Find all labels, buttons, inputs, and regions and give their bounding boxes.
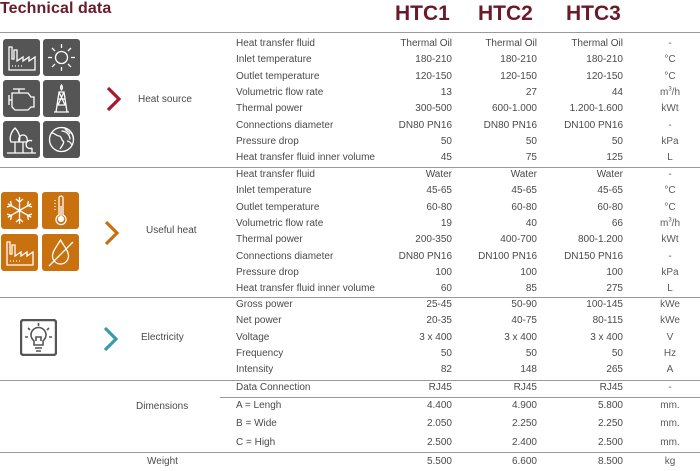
value-htc1: 300-500 xyxy=(415,103,452,115)
page-title: Technical data xyxy=(0,0,112,17)
value-htc3: 2.500 xyxy=(597,436,623,448)
unit: °C xyxy=(664,185,676,197)
unit: mm. xyxy=(660,418,680,430)
light-bulb-icon xyxy=(20,319,57,356)
thermometer-icon xyxy=(42,192,79,229)
value-htc3: 125 xyxy=(606,152,623,164)
unit: - xyxy=(668,169,672,180)
unit: A xyxy=(666,364,674,376)
value-htc3: 50 xyxy=(611,347,623,359)
chevron-right-icon xyxy=(100,325,122,353)
table-row xyxy=(236,133,700,151)
table-row xyxy=(236,312,700,330)
value-htc3: 100-145 xyxy=(586,299,623,310)
table-row xyxy=(236,248,700,266)
factory-icon xyxy=(1,234,38,271)
globe-icon xyxy=(43,121,80,158)
unit: $m^3/h$ xyxy=(659,217,681,229)
row-label: Inlet temperature xyxy=(236,185,312,197)
value-htc2: DN100 PN16 xyxy=(478,250,537,262)
table-row xyxy=(236,264,700,282)
value-htc2: 50 xyxy=(525,347,537,359)
unit: mm. xyxy=(660,436,680,448)
table-row xyxy=(236,68,700,86)
row-label: Net power xyxy=(236,315,282,327)
value-htc1: 2.500 xyxy=(426,436,452,448)
value-htc2: Thermal Oil xyxy=(485,38,537,49)
value-htc1: RJ45 xyxy=(428,382,452,393)
value-htc2: 60-80 xyxy=(511,201,537,213)
row-label: Thermal power xyxy=(236,103,303,115)
row-label: Heat transfer fluid inner volume xyxy=(236,152,375,164)
value-htc3: 44 xyxy=(611,86,623,98)
value-htc1: 13 xyxy=(440,86,452,98)
value-htc1: 2.050 xyxy=(426,418,452,430)
value-htc2: 85 xyxy=(525,283,537,295)
value-htc1: 120-150 xyxy=(415,70,452,82)
divider xyxy=(0,32,700,33)
value-htc3: Thermal Oil xyxy=(571,38,623,49)
model-header-htc3: HTC3 xyxy=(566,2,621,25)
row-label: Volumetric flow rate xyxy=(236,217,324,229)
value-htc3: 3 x 400 xyxy=(590,331,623,343)
row-label: C = High xyxy=(236,436,276,448)
value-htc2: 75 xyxy=(525,152,537,164)
value-htc3: 45-65 xyxy=(597,185,623,197)
unit: Hz xyxy=(663,347,677,359)
unit: kPa xyxy=(661,266,679,278)
value-htc3: DN150 PN16 xyxy=(564,250,623,262)
value-htc3: 66 xyxy=(611,217,623,229)
value-htc3: 120-150 xyxy=(586,70,623,82)
sun-icon xyxy=(43,39,80,76)
table-row xyxy=(236,166,700,184)
value-htc3: RJ45 xyxy=(599,382,623,393)
value-htc2: 50 xyxy=(525,135,537,147)
unit: kPa xyxy=(661,135,679,147)
value-htc1: DN80 PN16 xyxy=(398,119,452,131)
value-htc2: RJ45 xyxy=(513,382,537,393)
unit: L xyxy=(667,283,673,295)
value-htc2: 100 xyxy=(520,266,537,278)
value-htc1: 25-45 xyxy=(426,299,452,310)
value-htc1: DN80 PN16 xyxy=(398,250,452,262)
value-htc2: 2.400 xyxy=(511,436,537,448)
unit: °C xyxy=(664,54,676,66)
value-htc2: 45-65 xyxy=(511,185,537,197)
value-htc3: 60-80 xyxy=(597,201,623,213)
value-htc1: Thermal Oil xyxy=(400,38,452,49)
table-row xyxy=(236,199,700,217)
table-row xyxy=(236,182,700,200)
unit: - xyxy=(668,382,672,393)
value-htc3: Water xyxy=(596,169,623,180)
value-htc2: Water xyxy=(510,169,537,180)
table-row xyxy=(236,345,700,363)
section-label-electricity: Electricity xyxy=(141,332,184,343)
value-htc3: 5.800 xyxy=(597,400,623,411)
value-htc2: 180-210 xyxy=(500,54,537,66)
value-htc1: 60 xyxy=(440,283,452,295)
unit: - xyxy=(668,38,672,49)
row-label: Pressure drop xyxy=(236,266,299,278)
value-htc3: DN100 PN16 xyxy=(564,119,623,131)
unit: mm. xyxy=(660,400,680,411)
value-htc2: 40 xyxy=(525,217,537,229)
section-label-weight: Weight xyxy=(147,456,178,467)
unit: kWe xyxy=(660,299,680,310)
row-label: Thermal power xyxy=(236,234,303,246)
unit: °C xyxy=(664,201,676,213)
model-header-htc2: HTC2 xyxy=(478,2,533,25)
unit: °C xyxy=(664,70,676,82)
table-row xyxy=(236,379,700,397)
row-label: Heat transfer fluid xyxy=(236,38,315,49)
table-row xyxy=(236,149,700,167)
table-row xyxy=(236,397,700,415)
unit: kWe xyxy=(660,315,680,327)
chevron-right-icon xyxy=(103,85,125,113)
row-label: Volumetric flow rate xyxy=(236,86,324,98)
value-htc2: 120-150 xyxy=(500,70,537,82)
oil-derrick-icon xyxy=(43,80,80,117)
value-htc2: 2.250 xyxy=(511,418,537,430)
row-label: Gross power xyxy=(236,299,293,310)
value-htc1: 45 xyxy=(440,152,452,164)
row-label: Connections diameter xyxy=(236,119,334,131)
value-htc1: 3 x 400 xyxy=(419,331,452,343)
table-row xyxy=(236,361,700,379)
value-htc2: 6.600 xyxy=(511,456,537,467)
table-row xyxy=(236,215,700,233)
value-htc3: 100 xyxy=(606,266,623,278)
snowflake-icon xyxy=(1,192,38,229)
value-htc1: 82 xyxy=(440,364,452,376)
row-label: Outlet temperature xyxy=(236,70,320,82)
section-label-dimensions: Dimensions xyxy=(136,401,189,412)
value-htc1: 19 xyxy=(440,217,452,229)
value-htc1: 20-35 xyxy=(426,315,452,327)
section-label-useful-heat: Useful heat xyxy=(146,225,197,236)
value-htc1: 50 xyxy=(440,347,452,359)
value-htc1: 4.400 xyxy=(426,400,452,411)
unit: - xyxy=(668,119,672,131)
row-label: Outlet temperature xyxy=(236,201,320,213)
value-htc1: 200-350 xyxy=(415,234,452,246)
factory-icon xyxy=(3,39,40,76)
row-label: B = Wide xyxy=(236,418,277,430)
value-htc3: 2.250 xyxy=(597,418,623,430)
table-row xyxy=(236,231,700,249)
engine-icon xyxy=(3,80,40,117)
unit: - xyxy=(668,250,672,262)
section-label-heat-source: Heat source xyxy=(138,94,192,105)
row-label: Frequency xyxy=(236,347,284,359)
value-htc1: Water xyxy=(425,169,452,180)
value-htc3: 265 xyxy=(606,364,623,376)
row-label: Inlet temperature xyxy=(236,54,312,66)
table-row xyxy=(236,434,700,452)
unit: $m^3/h$ xyxy=(659,86,681,98)
table-row xyxy=(236,329,700,347)
model-header-htc1: HTC1 xyxy=(395,2,450,25)
unit: L xyxy=(667,152,673,164)
value-htc3: 180-210 xyxy=(586,54,623,66)
row-label: Voltage xyxy=(236,331,270,343)
chevron-right-icon xyxy=(101,219,123,247)
table-row xyxy=(236,51,700,69)
unit: V xyxy=(666,331,674,343)
table-row xyxy=(236,415,700,433)
row-label: Intensity xyxy=(236,364,274,376)
table-row xyxy=(236,35,700,53)
value-htc2: 600-1.000 xyxy=(491,103,537,115)
row-label: Heat transfer fluid inner volume xyxy=(236,283,375,295)
row-label: A = Lengh xyxy=(236,400,282,411)
value-htc3: 80-115 xyxy=(592,315,623,327)
value-htc2: 4.900 xyxy=(511,400,537,411)
value-htc2: 50-90 xyxy=(511,299,537,310)
row-label: Data Connection xyxy=(236,382,311,393)
table-row xyxy=(236,453,700,471)
table-row xyxy=(236,296,700,314)
value-htc2: 40-75 xyxy=(511,315,537,327)
table-row xyxy=(236,117,700,135)
value-htc1: 180-210 xyxy=(415,54,452,66)
value-htc1: 100 xyxy=(435,266,452,278)
table-row xyxy=(236,100,700,118)
value-htc3: 50 xyxy=(611,135,623,147)
value-htc2: 400-700 xyxy=(500,234,537,246)
value-htc1: 5.500 xyxy=(426,456,452,467)
row-label: Heat transfer fluid xyxy=(236,169,315,180)
value-htc3: 275 xyxy=(606,283,623,295)
table-row xyxy=(236,84,700,102)
value-htc1: 45-65 xyxy=(426,185,452,197)
value-htc1: 50 xyxy=(440,135,452,147)
unit: kWt xyxy=(661,234,679,246)
forest-icon xyxy=(3,121,40,158)
row-label: Pressure drop xyxy=(236,135,299,147)
value-htc3: 1.200-1.600 xyxy=(569,103,623,115)
value-htc2: 3 x 400 xyxy=(504,331,537,343)
row-label: Connections diameter xyxy=(236,250,334,262)
value-htc2: 148 xyxy=(520,364,537,376)
unit: kWt xyxy=(661,103,679,115)
value-htc2: DN80 PN16 xyxy=(483,119,537,131)
no-water-drop-icon xyxy=(42,234,79,271)
value-htc3: 800-1.200 xyxy=(577,234,623,246)
value-htc2: 27 xyxy=(525,86,537,98)
unit: kg xyxy=(664,456,676,467)
value-htc1: 60-80 xyxy=(426,201,452,213)
value-htc3: 8.500 xyxy=(597,456,623,467)
